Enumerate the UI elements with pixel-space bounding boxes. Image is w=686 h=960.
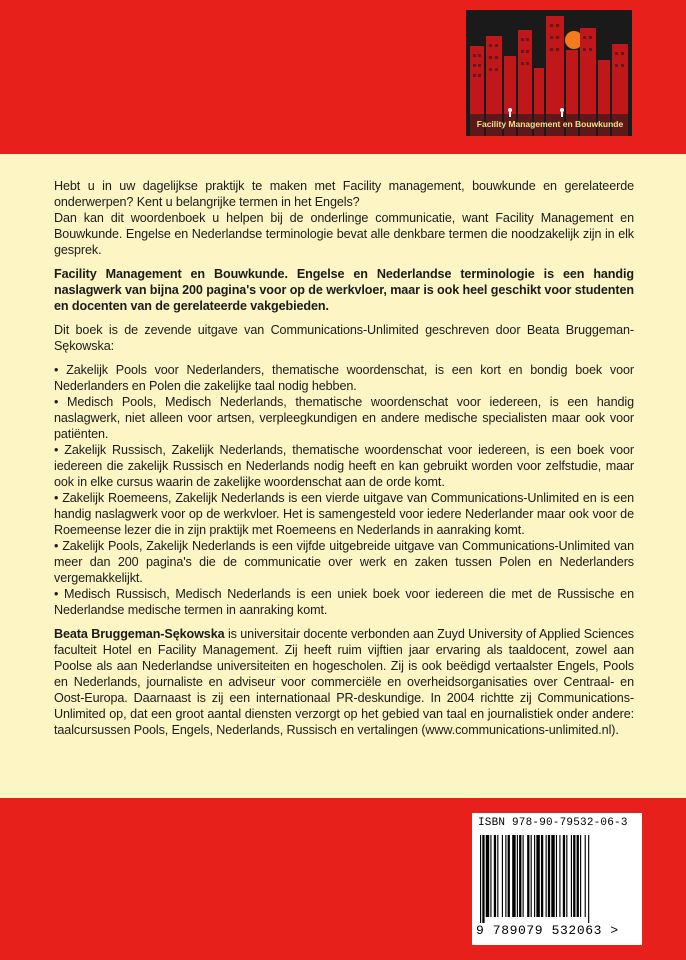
book-list [54, 362, 634, 618]
list-item: • Medisch Pools, Medisch Nederlands, thematische woordenschat voor iedereen, is een handig naslagwerk, niet alleen voor artsen, verpleegkundigen en andere medische specialisten maar ook voor patiënten. [54, 394, 634, 442]
author-paragraph [54, 626, 634, 738]
list-item: • Zakelijk Pools voor Nederlanders, thematische woordenschat, is een kort en bondig boek voor Nederlanders en Polen die zakelijke taal nodig hebben. [54, 362, 634, 394]
list-item: • Zakelijk Roemeens, Zakelijk Nederlands is een vierde uitgave van Communications-Unlimited en is een handig naslagwerk voor op de werkvloer. Het is samengesteld voor iedere Nederlander maar ook voor de Roemeense lezer die in zijn praktijk met Roemeens en Nederlands in aanraking komt. [54, 490, 634, 538]
list-item: • Medisch Russisch, Medisch Nederlands is een uniek boek voor iedereen die met de Russische en Nederlandse medische termen in aanraking komt. [54, 586, 634, 618]
list-item: • Zakelijk Russisch, Zakelijk Nederlands, thematische woordenschat voor iedereen, is een boek voor iedereen die zakelijk Russisch en Nederlands nodig heeft en kan gebruikt worden voor zelfstudie, maar ook in elke cursus waarin de zakelijke woordenschat aan de orde komt. [54, 442, 634, 490]
isbn-label: ISBN 978-90-79532-06-3 [478, 817, 628, 829]
barcode-icon [478, 835, 636, 923]
back-cover-text [54, 178, 634, 738]
bottom-red-band [0, 798, 686, 960]
highlight-paragraph: Facility Management en Bouwkunde. Engelse en Nederlandse terminologie is een handig naslagwerk van bijna 200 pagina's voor op de werkvloer, maar is ook heel geschikt voor studenten en docenten van de gerelateerde vakgebieden. [54, 267, 634, 313]
author-bio: is universitair docente verbonden aan Zuyd University of Applied Sciences faculteit Hotel en Facility Management. Zij heeft ruim vijftien jaar ervaring als taaldocent, zowel aan Poolse als aan Nederlandse universiteiten en hogescholen. Zij is ook beëdigd vertaalster Engels, Pools en Nederlands, journaliste en adviseur voor commerciële en overheidsorganisaties over Centraal- en Oost-Europa. Daarnaast is zij een internationaal PR-deskundige. In 2004 richtte zij Communications-Unlimited op, dat een groot aantal diensten verzorgt op het gebied van taal en journalistiek onder andere: taalcursussen Pools, Engels, Nederlands, Russisch en vertalingen (www.communications-unlimited.nl). [54, 627, 634, 737]
series-intro: Dit boek is de zevende uitgave van Communications-Unlimited geschreven door Beata Bruggeman-Sękowska: [54, 323, 634, 353]
top-red-band [0, 0, 686, 154]
city-skyline-icon [466, 10, 632, 136]
intro-paragraph-2: Dan kan dit woordenboek u helpen bij de onderlinge communicatie, want Facility Management en Bouwkunde. Engelse en Nederlandse terminologie bevat alle denkbare termen die noodzakelijk zijn in elk gesprek. [54, 211, 634, 257]
logo [466, 10, 632, 136]
author-name: Beata Bruggeman-Sękowska [54, 627, 225, 641]
barcode-block [472, 813, 642, 945]
barcode-digits: 9 789079 532063 > [476, 923, 619, 938]
intro-paragraph-1: Hebt u in uw dagelijkse praktijk te maken met Facility management, bouwkunde en gerelateerde onderwerpen? Kent u belangrijke termen in het Engels? [54, 179, 634, 209]
list-item: • Zakelijk Pools, Zakelijk Nederlands is een vijfde uitgebreide uitgave van Communications-Unlimited van meer dan 200 pagina's die de communicatie over werk en zaken tussen Polen en Nederlanders vergemakkelijkt. [54, 538, 634, 586]
logo-caption: Facility Management en Bouwkunde [476, 119, 624, 129]
